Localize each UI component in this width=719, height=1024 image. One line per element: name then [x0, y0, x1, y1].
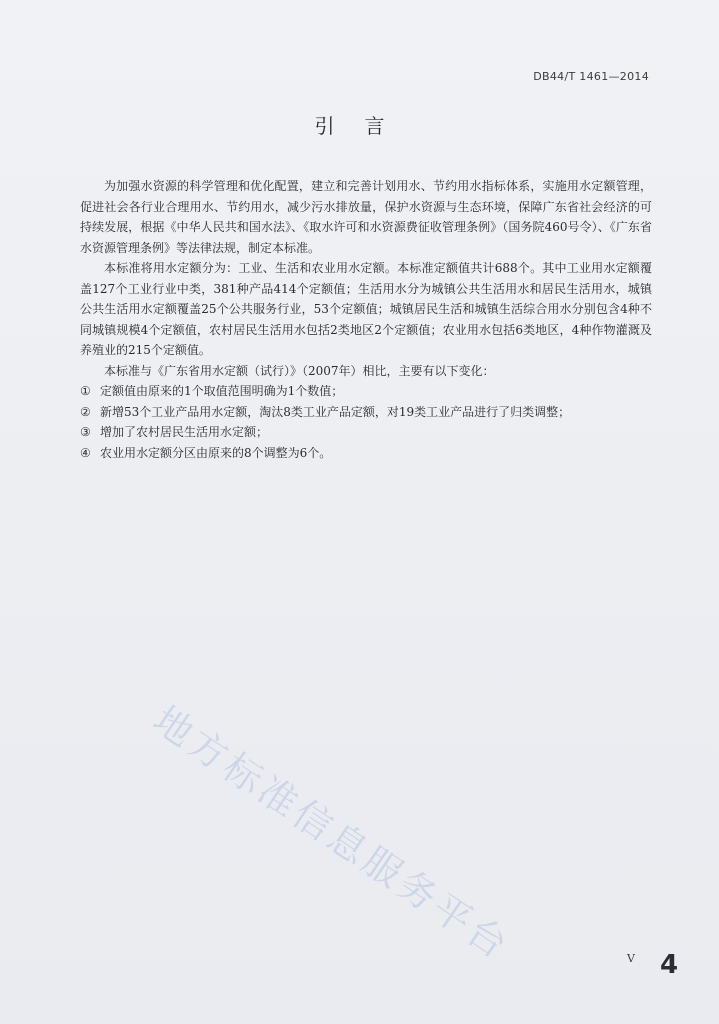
list-item — [80, 381, 652, 402]
list-number: ④ — [80, 445, 91, 460]
body-text — [80, 176, 652, 463]
list-text: 农业用水定额分区由原来的8个调整为6个。 — [100, 445, 332, 460]
list-text: 定额值由原来的1个取值范围明确为1个数值； — [100, 384, 344, 398]
paragraph-purpose: 为加强水资源的科学管理和优化配置，建立和完善计划用水、节约用水指标体系，实施用水定额管理，促进社会各行业合理用水、节约用水，减少污水排放量，保护水资源与生态环境，保障广东省社会经济的可持续发展，根据《中华人民共和国水法》、《取水许可和水资源费征收管理条例》（国务院460号令）、《广东省水资源管理条例》等法律法规，制定本标准。 — [80, 179, 652, 255]
roman-page-number: V — [627, 952, 635, 965]
list-text: 增加了农村居民生活用水定额； — [100, 425, 269, 439]
list-text: 新增53个工业产品用水定额，淘汰8类工业产品定额，对19类工业产品进行了归类调整； — [100, 404, 571, 419]
list-item — [80, 422, 652, 443]
paragraph-comparison: 本标准与《广东省用水定额（试行）》（2007年）相比，主要有以下变化： — [104, 363, 495, 378]
list-number: ③ — [80, 425, 91, 439]
page-number: 4 — [660, 950, 679, 980]
paragraph-classification: 本标准将用水定额分为：工业、生活和农业用水定额。本标准定额值共计688个。其中工业用水定额覆盖127个工业行业中类，381种产品414个定额值；生活用水分为城镇公共生活用水和居民生活用水，城镇公共生活用水定额覆盖25个公共服务行业，53个定额值；城镇居民生活和城镇生活综合用水分别包含4种不同城镇规模4个定额值，农村居民生活用水包括2类地区2个定额值；农业用水包括6类地区，4种作物灌溉及养殖业的215个定额值。 — [80, 261, 652, 357]
list-item — [80, 402, 652, 423]
list-number: ② — [80, 404, 91, 419]
watermark-text: 地方标准信息服务平台 — [145, 697, 519, 969]
document-code: DB44/T 1461—2014 — [533, 70, 649, 83]
section-title: 引言 — [314, 114, 415, 138]
list-number: ① — [80, 384, 91, 398]
list-item — [80, 443, 652, 464]
